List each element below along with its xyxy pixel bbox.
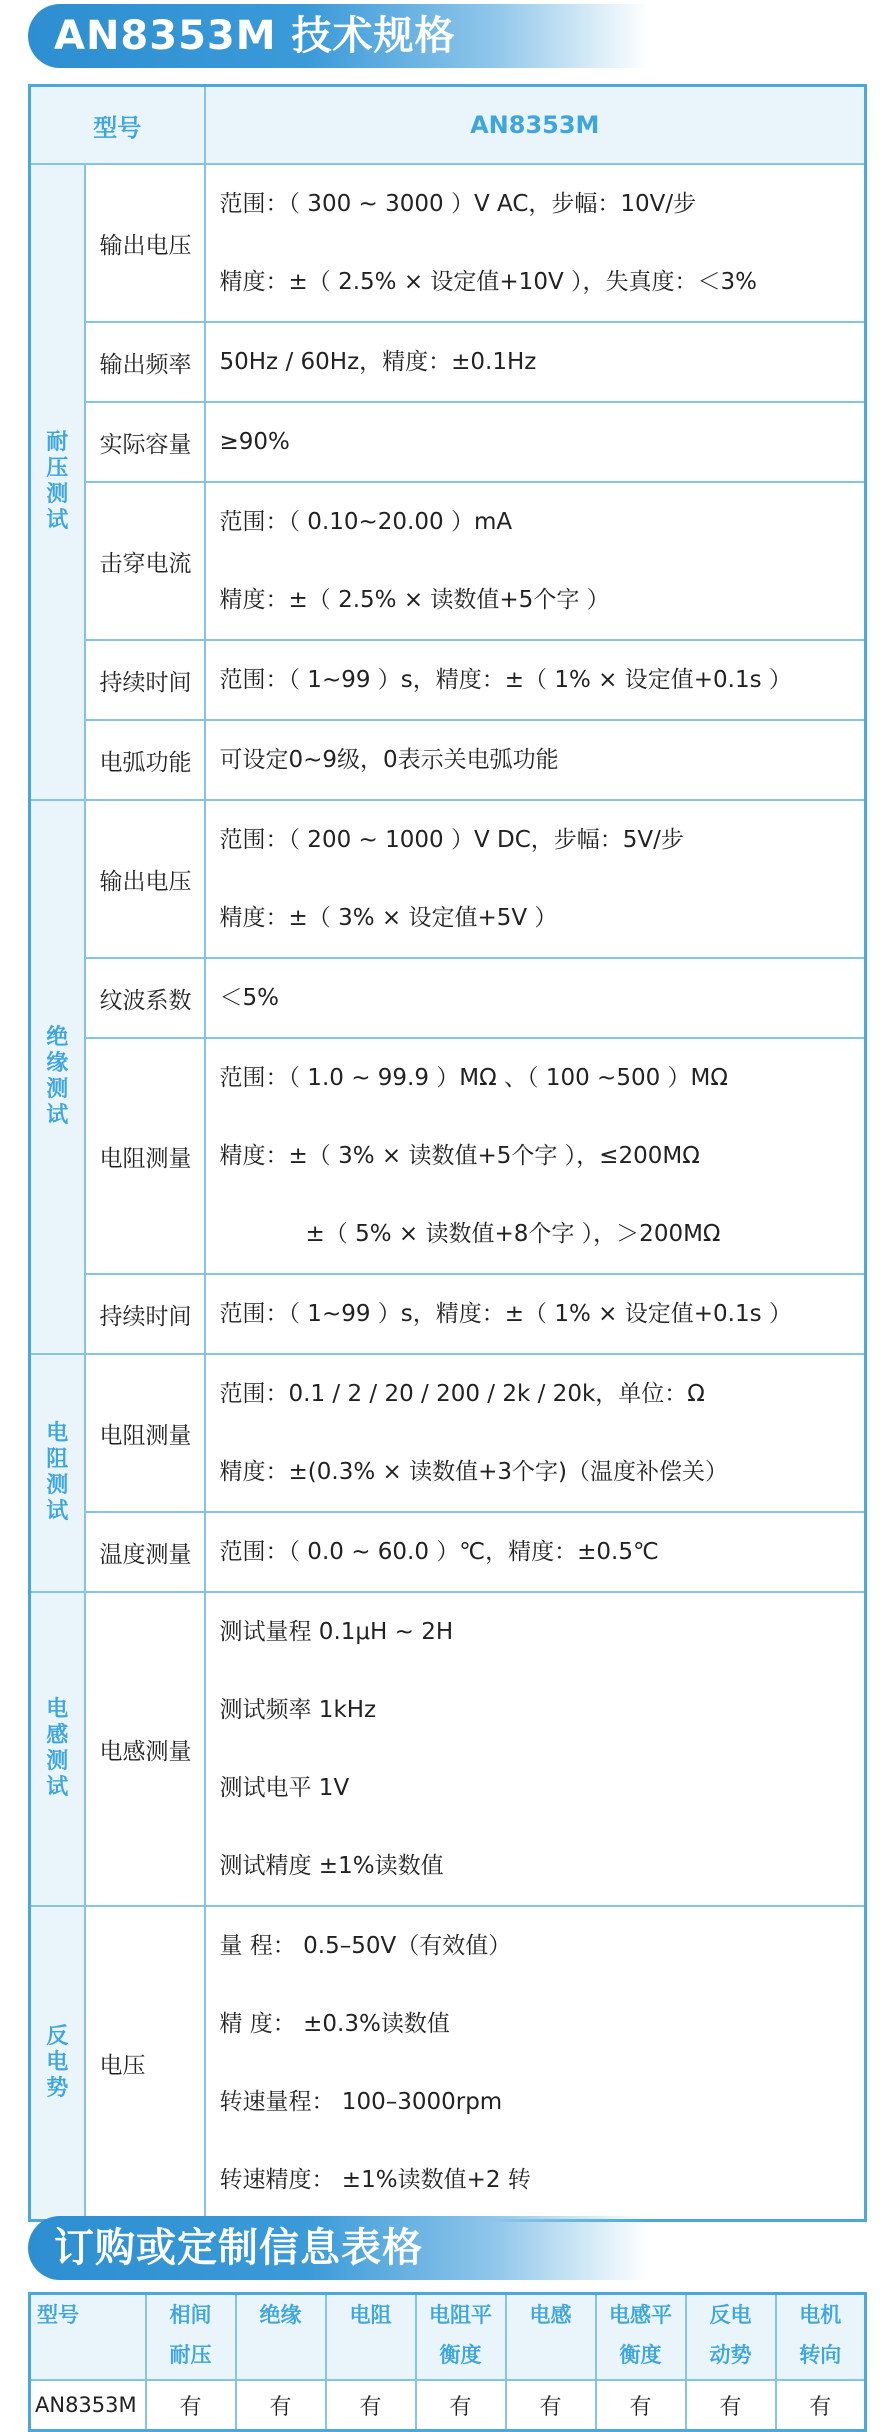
label-ins-resistance: 电阻测量 xyxy=(85,1038,205,1274)
label-ins-output-voltage: 输出电压 xyxy=(85,800,205,958)
order-header-inductance: 电感 xyxy=(506,2294,596,2381)
order-banner xyxy=(28,2216,648,2280)
order-cell: 有 xyxy=(236,2380,326,2431)
order-header-resistance: 电阻 xyxy=(326,2294,416,2381)
order-header-motor-direction: 电机转向 xyxy=(776,2294,866,2381)
value-voltage: 量 程： 0.5–50V（有效值） 精 度： ±0.3%读数值 转速量程： 100–3000rpm 转速精度： ±1%读数值+2 转 xyxy=(205,1906,866,2221)
order-header-phase-withstand: 相间耐压 xyxy=(146,2294,236,2381)
label-ins-duration: 持续时间 xyxy=(85,1274,205,1354)
model-value: AN8353M xyxy=(205,86,866,165)
order-header-row xyxy=(30,2294,866,2381)
spec-row xyxy=(30,164,866,322)
spec-title: AN8353M 技术规格 xyxy=(54,13,456,59)
spec-row xyxy=(30,1906,866,2221)
order-header-insulation: 绝缘 xyxy=(236,2294,326,2381)
spec-row xyxy=(30,800,866,958)
value-ins-output-voltage: 范围：（ 200 ~ 1000 ）V DC，步幅：5V/步 精度：±（ 3% × 设定值+5V ） xyxy=(205,800,866,958)
label-temperature: 温度测量 xyxy=(85,1512,205,1592)
label-arc: 电弧功能 xyxy=(85,720,205,800)
category-inductance: 电感测试 xyxy=(30,1592,85,1906)
spec-table xyxy=(28,84,867,2222)
label-ripple: 纹波系数 xyxy=(85,958,205,1038)
value-duration: 范围：（ 1~99 ）s，精度：±（ 1% × 设定值+0.1s ） xyxy=(205,640,866,720)
order-cell: 有 xyxy=(146,2380,236,2431)
category-withstand: 耐压测试 xyxy=(30,164,85,800)
model-label: 型号 xyxy=(30,86,205,165)
order-cell: 有 xyxy=(326,2380,416,2431)
order-title: 订购或定制信息表格 xyxy=(54,2225,423,2271)
value-ins-resistance: 范围：（ 1.0 ~ 99.9 ）MΩ 、（ 100 ~500 ）MΩ 精度：±（ 3% × 读数值+5个字 ），≤200MΩ ±（ 5% × 读数值+8个字 ），＞200MΩ xyxy=(205,1038,866,1274)
order-cell-model: AN8353M xyxy=(30,2380,146,2431)
value-res-measure: 范围：0.1 / 2 / 20 / 200 / 2k / 20k，单位：Ω 精度：±(0.3% × 读数值+3个字)（温度补偿关） xyxy=(205,1354,866,1512)
label-output-voltage: 输出电压 xyxy=(85,164,205,322)
label-output-freq: 输出频率 xyxy=(85,322,205,402)
value-arc: 可设定0~9级，0表示关电弧功能 xyxy=(205,720,866,800)
value-output-freq: 50Hz / 60Hz，精度：±0.1Hz xyxy=(205,322,866,402)
spec-banner xyxy=(28,4,648,68)
order-table xyxy=(28,2292,867,2432)
label-capacity: 实际容量 xyxy=(85,402,205,482)
spec-row xyxy=(30,1592,866,1906)
category-insulation: 绝缘测试 xyxy=(30,800,85,1354)
value-capacity: ≥90% xyxy=(205,402,866,482)
spec-row xyxy=(30,1038,866,1274)
category-back-emf: 反电势 xyxy=(30,1906,85,2221)
value-ripple: ＜5% xyxy=(205,958,866,1038)
spec-row xyxy=(30,640,866,720)
order-header-model: 型号 xyxy=(30,2294,146,2381)
order-cell: 有 xyxy=(416,2380,506,2431)
spec-row xyxy=(30,402,866,482)
spec-row xyxy=(30,720,866,800)
order-header-back-emf: 反电动势 xyxy=(686,2294,776,2381)
label-breakdown: 击穿电流 xyxy=(85,482,205,640)
order-cell: 有 xyxy=(686,2380,776,2431)
label-ind-measure: 电感测量 xyxy=(85,1592,205,1906)
spec-row xyxy=(30,1354,866,1512)
spec-header-row xyxy=(30,86,866,165)
label-voltage: 电压 xyxy=(85,1906,205,2221)
label-duration: 持续时间 xyxy=(85,640,205,720)
spec-row xyxy=(30,482,866,640)
label-res-measure: 电阻测量 xyxy=(85,1354,205,1512)
value-breakdown: 范围：（ 0.10~20.00 ）mA 精度：±（ 2.5% × 读数值+5个字 ） xyxy=(205,482,866,640)
category-resistance: 电阻测试 xyxy=(30,1354,85,1592)
value-ind-measure: 测试量程 0.1μH ~ 2H 测试频率 1kHz 测试电平 1V 测试精度 ±1%读数值 xyxy=(205,1592,866,1906)
spec-row xyxy=(30,958,866,1038)
order-header-resistance-balance: 电阻平衡度 xyxy=(416,2294,506,2381)
order-header-inductance-balance: 电感平衡度 xyxy=(596,2294,686,2381)
order-row xyxy=(30,2380,866,2431)
value-ins-duration: 范围：（ 1~99 ）s，精度：±（ 1% × 设定值+0.1s ） xyxy=(205,1274,866,1354)
order-cell: 有 xyxy=(776,2380,866,2431)
value-temperature: 范围：（ 0.0 ~ 60.0 ）℃，精度：±0.5℃ xyxy=(205,1512,866,1592)
order-cell: 有 xyxy=(596,2380,686,2431)
order-cell: 有 xyxy=(506,2380,596,2431)
value-output-voltage: 范围：（ 300 ~ 3000 ）V AC，步幅：10V/步 精度：±（ 2.5% × 设定值+10V ），失真度：＜3% xyxy=(205,164,866,322)
spec-row xyxy=(30,1274,866,1354)
spec-row xyxy=(30,322,866,402)
spec-row xyxy=(30,1512,866,1592)
